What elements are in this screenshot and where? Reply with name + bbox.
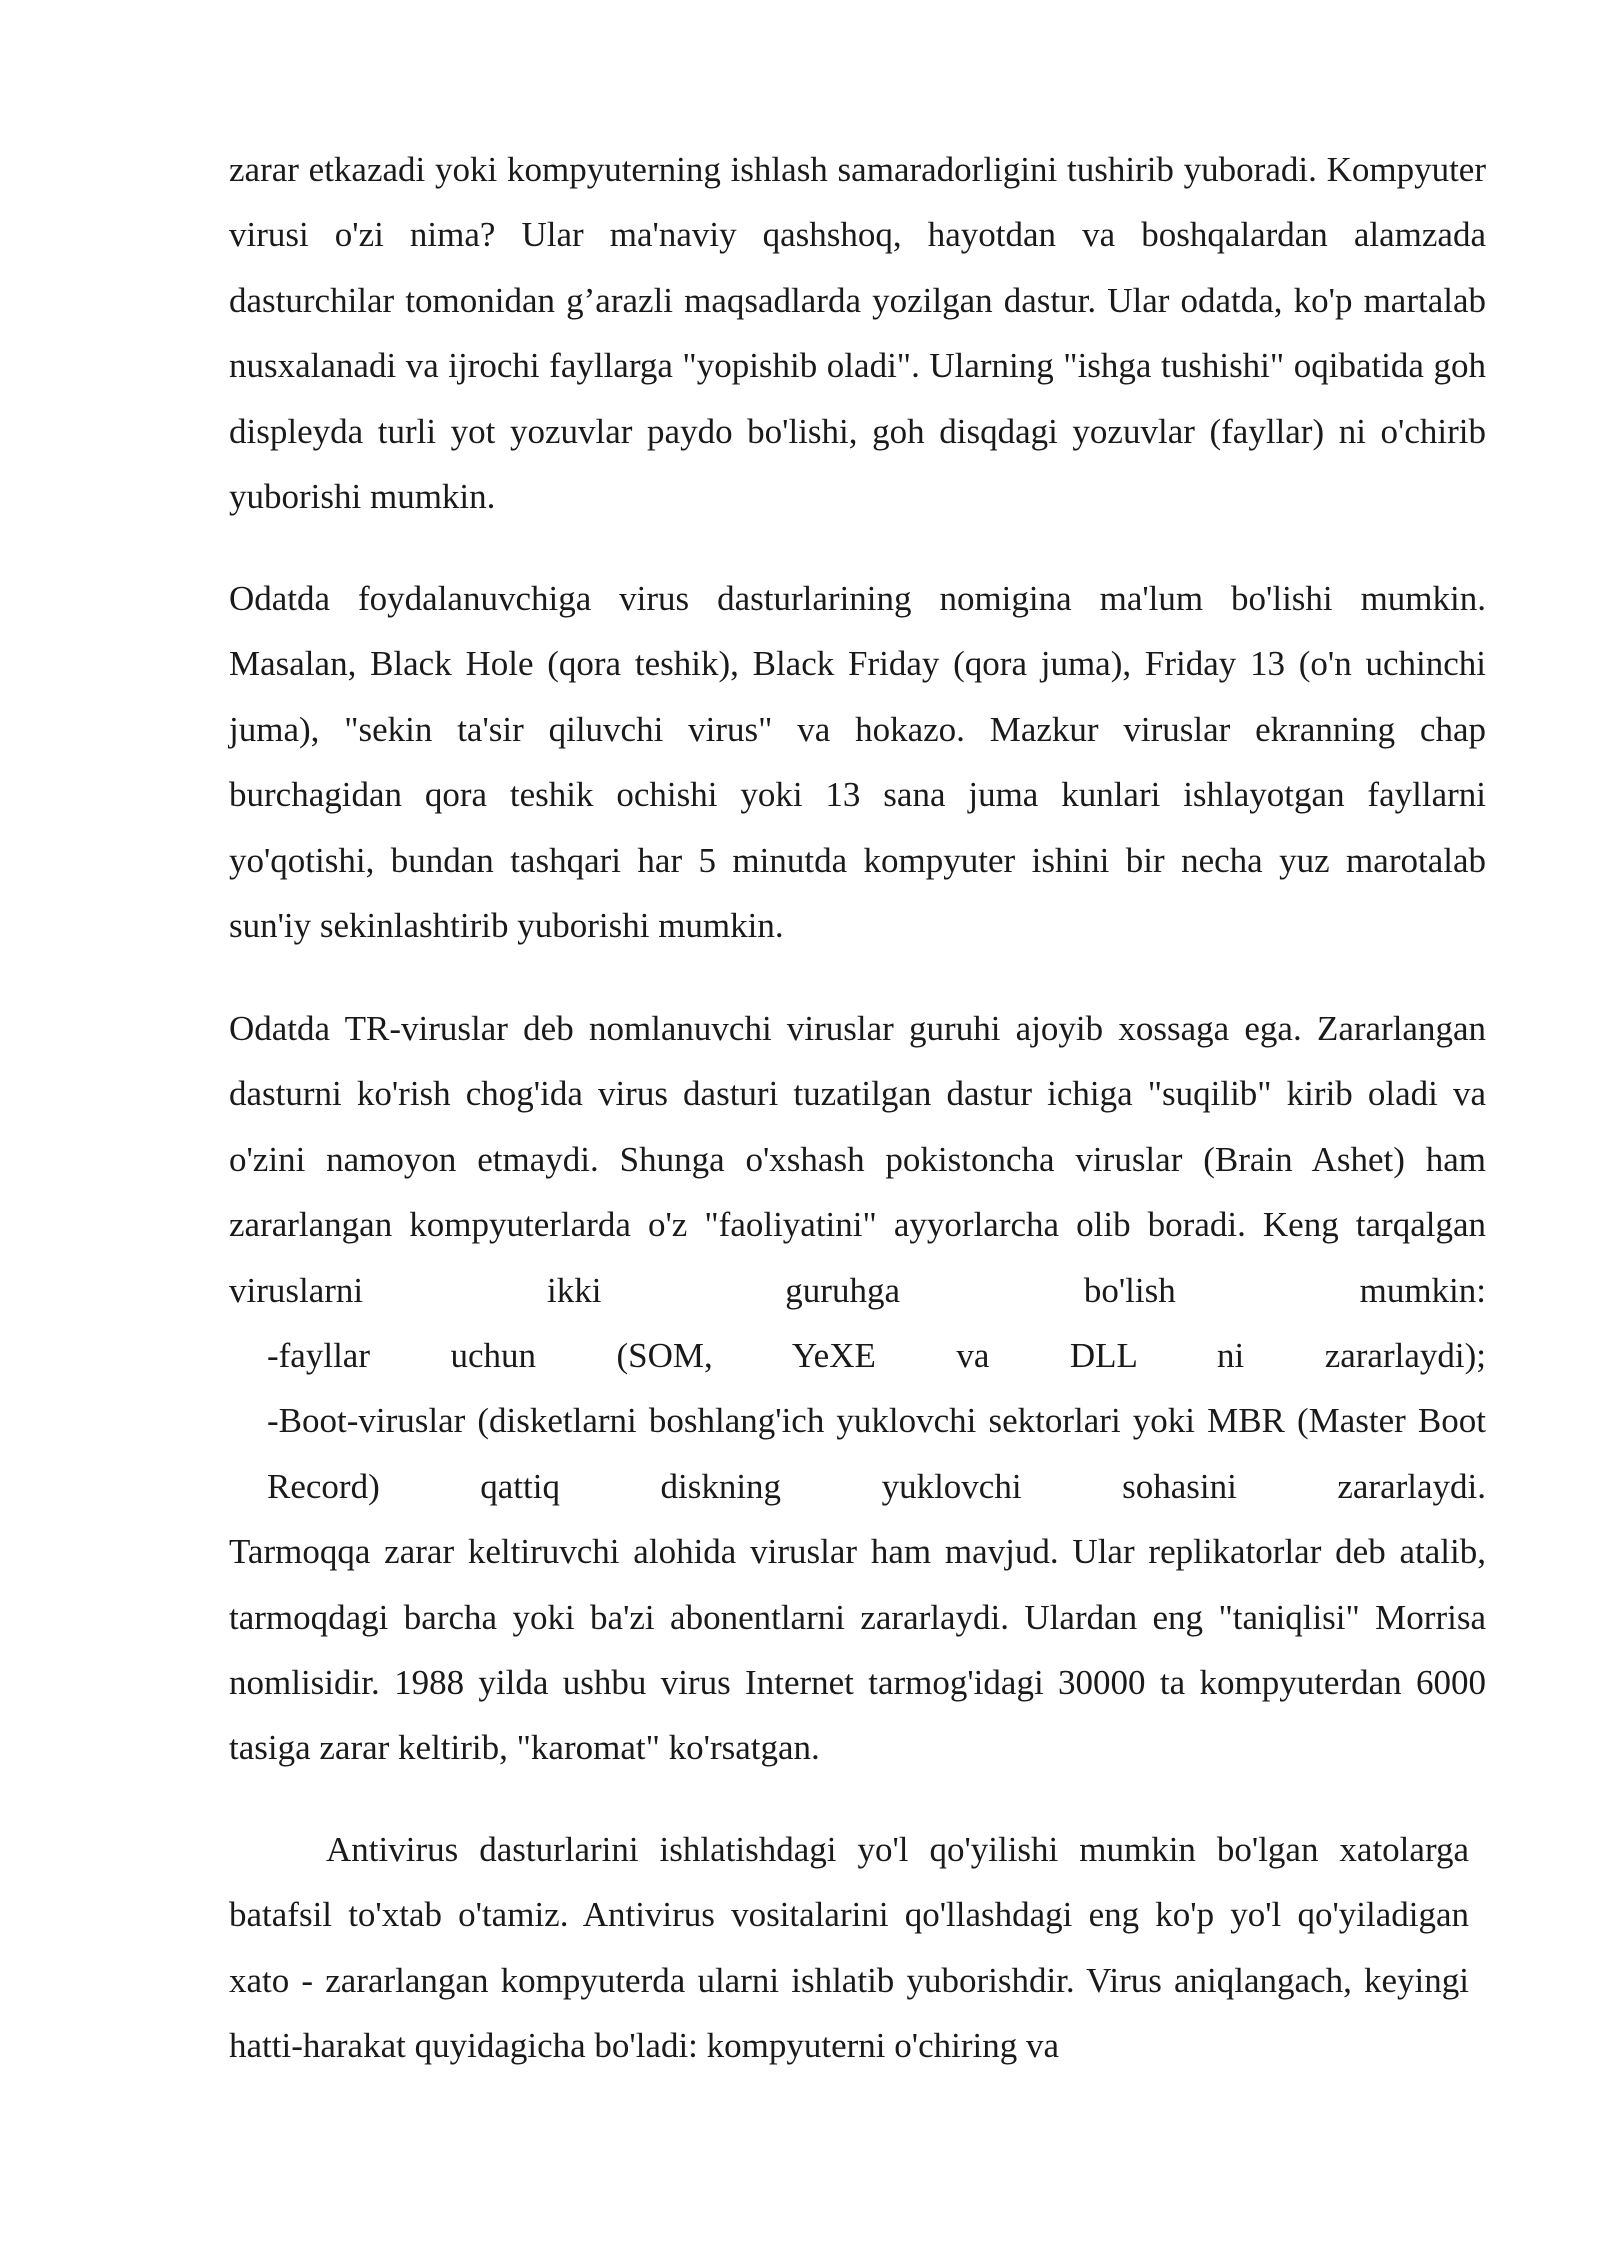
- list-item: -fayllar uchun (SOM, YeXE va DLL ni zararlaydi);: [267, 1336, 1486, 1376]
- paragraph-text: zarar etkazadi yoki kompyuterning ishlash samaradorligini tushirib yuboradi. Kompyuter virusi o'zi nima? Ular ma'naviy qashshoq, hayotdan va boshqalardan alamzada dasturchilar tomonidan g’arazli maqsadlarda yozilgan dastur. Ular odatda, ko'p martalab nusxalanadi va ijrochi fayllarga "yopishib oladi". Ularning "ishga tushishi" oqibatida goh displeyda turli yot yozuvlar paydo bo'lishi, goh disqdagi yozuvlar (fayllar) ni o'chirib yuborishi mumkin.: [229, 150, 1486, 517]
- paragraph-block-1: [229, 137, 1486, 529]
- paragraph-block-4: [229, 1817, 1469, 2079]
- paragraph-text: Antivirus dasturlarini ishlatishdagi yo'l qo'yilishi mumkin bo'lgan xatolarga batafsil to'xtab o'tamiz. Antivirus vositalarini qo'llashdagi eng ko'p yo'l qo'yiladigan xato - zararlangan kompyuterda ularni ishlatib yuborishdir. Virus aniqlangach, keyingi hatti-harakat quyidagicha bo'ladi: kompyuterni o'chiring va: [229, 1830, 1469, 2066]
- paragraph-text: Odatda TR-viruslar deb nomlanuvchi viruslar guruhi ajoyib xossaga ega. Zararlangan dasturni ko'rish chog'ida virus dasturi tuzatilgan dastur ichiga "suqilib" kirib oladi va o'zini namoyon etmaydi. Shunga o'xshash pokistoncha viruslar (Brain Ashet) ham zararlangan kompyuterlarda o'z "faoliyatini" ayyorlarcha olib boradi. Keng tarqalgan viruslarni ikki guruhga bo'lish mumkin:: [229, 1009, 1486, 1310]
- paragraph-block-3: [229, 996, 1486, 1781]
- paragraph-text: Tarmoqqa zarar keltiruvchi alohida viruslar ham mavjud. Ular replikatorlar deb atalib, tarmoqdagi barcha yoki ba'zi abonentlarni zararlaydi. Ulardan eng "taniqlisi" Morrisa nomlisidir. 1988 yilda ushbu virus Internet tarmog'idagi 30000 ta kompyuterdan 6000 tasiga zarar keltirib, "karomat" ko'rsatgan.: [229, 1532, 1486, 1768]
- paragraph-text: Odatda foydalanuvchiga virus dasturlarining nomigina ma'lum bo'lishi mumkin. Masalan, Black Hole (qora teshik), Black Friday (qora juma), Friday 13 (o'n uchinchi juma), "sekin ta'sir qiluvchi virus" va hokazo. Mazkur viruslar ekranning chap burchagidan qora teshik ochishi yoki 13 sana juma kunlari ishlayotgan fayllarni yo'qotishi, bundan tashqari har 5 minutda kompyuter ishini bir necha yuz marotalab sun'iy sekinlashtirib yuborishi mumkin.: [229, 579, 1486, 946]
- list-item: -Boot-viruslar (disketlarni boshlang'ich yuklovchi sektorlari yoki MBR (Master Boot Record) qattiq diskning yuklovchi sohasini zararlaydi.: [267, 1401, 1486, 1506]
- paragraph-block-2: [229, 566, 1486, 958]
